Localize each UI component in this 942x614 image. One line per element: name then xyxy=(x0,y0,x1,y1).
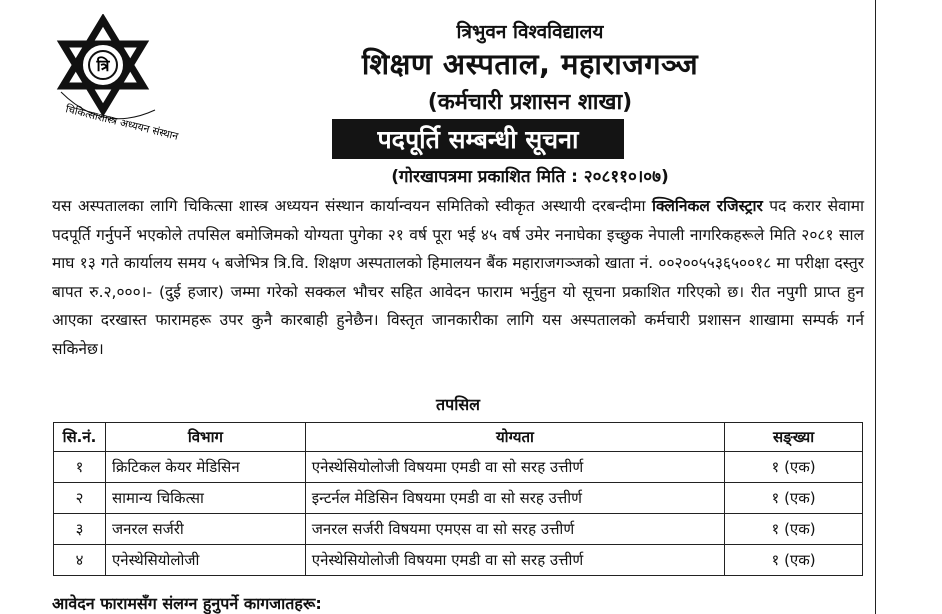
svg-text:त्रि: त्रि xyxy=(96,56,110,75)
header-qualification: योग्यता xyxy=(305,423,724,452)
cell-serial: ३ xyxy=(54,514,106,545)
cell-serial: १ xyxy=(54,452,106,483)
table-row xyxy=(54,452,863,483)
table-caption: तपसिल xyxy=(435,395,481,414)
notice-paragraph xyxy=(52,192,864,363)
header-department: विभाग xyxy=(105,423,305,452)
documents-heading: आवेदन फारामसँग संलग्न हुनुपर्ने कागजातहरू: xyxy=(52,594,322,613)
cell-qualification: एनेस्थेसियोलोजी विषयमा एमडी वा सो सरह उत्तीर्ण xyxy=(305,545,724,576)
tribhuvan-university-logo xyxy=(55,14,205,154)
university-name: त्रिभुवन विश्वविद्यालय xyxy=(456,21,604,43)
paragraph-part-1: यस अस्पतालका लागि चिकित्सा शास्त्र अध्ययन संस्थान कार्यान्वयन समितिको स्वीकृत अस्थायी दरबन्दीमा xyxy=(52,197,652,215)
table-header-row xyxy=(54,423,863,452)
header-count: सङ्ख्या xyxy=(725,423,863,452)
cell-department: एनेस्थेसियोलोजी xyxy=(105,545,305,576)
cell-department: क्रिटिकल केयर मेडिसिन xyxy=(105,452,305,483)
cell-qualification: इन्टर्नल मेडिसिन विषयमा एमडी वा सो सरह उत्तीर्ण xyxy=(305,483,724,514)
branch-name: (कर्मचारी प्रशासन शाखा) xyxy=(427,90,633,115)
notice-title-banner xyxy=(332,119,624,159)
cell-department: जनरल सर्जरी xyxy=(105,514,305,545)
cell-qualification: एनेस्थेसियोलोजी विषयमा एमडी वा सो सरह उत्तीर्ण xyxy=(305,452,724,483)
notice-title: पदपूर्ति सम्बन्धी सूचना xyxy=(377,125,579,154)
cell-department: सामान्य चिकित्सा xyxy=(105,483,305,514)
page-edge-rule xyxy=(875,0,876,614)
cell-serial: २ xyxy=(54,483,106,514)
header-serial: सि.नं. xyxy=(54,423,106,452)
position-title: क्लिनिकल रजिस्ट्रार xyxy=(651,197,763,215)
cell-count: १ (एक) xyxy=(725,452,863,483)
table-row xyxy=(54,483,863,514)
cell-count: १ (एक) xyxy=(725,545,863,576)
paragraph-part-2: पद करार सेवामा पदपूर्ति गर्नुपर्ने भएकोले तपसिल बमोजिमको योग्यता पुगेका २१ वर्ष पूरा भई ४५ वर्ष उमेर ननाघेका इच्छुक नेपाली नागरिकहरूले मिति २०८१ साल माघ १३ गते कार्यालय समय ५ बजेभित्र त्रि.वि. शिक्षण अस्पतालको हिमालयन बैंक महाराजगञ्जको खाता नं. ००२००५५३६५००१८ मा परीक्षा दस्तुर बापत रु.२,०००।- (दुई हजार) जम्मा गरेको सक्कल भौचर सहित आवेदन फाराम भर्नुहुन यो सूचना प्रकाशित गरिएको छ। रीत नपुगी प्राप्त हुन आएका दरखास्त फारामहरू उपर कुनै कारबाही हुनेछैन। विस्तृत जानकारीका लागि यस अस्पतालको कर्मचारी प्रशासन शाखामा सम्पर्क गर्न सकिनेछ। xyxy=(52,197,864,358)
publication-date-line: (गोरखापत्रमा प्रकाशित मिति : २०८११०।०७) xyxy=(391,167,669,187)
cell-count: १ (एक) xyxy=(725,483,863,514)
logo-seal-text: चिकित्साशास्त्र अध्ययन संस्थान xyxy=(64,103,180,143)
cell-serial: ४ xyxy=(54,545,106,576)
hospital-name: शिक्षण अस्पताल, महाराजगञ्ज xyxy=(361,47,699,81)
cell-qualification: जनरल सर्जरी विषयमा एमएस वा सो सरह उत्तीर्ण xyxy=(305,514,724,545)
requirements-table xyxy=(53,422,863,576)
cell-count: १ (एक) xyxy=(725,514,863,545)
table-row xyxy=(54,545,863,576)
table-row xyxy=(54,514,863,545)
